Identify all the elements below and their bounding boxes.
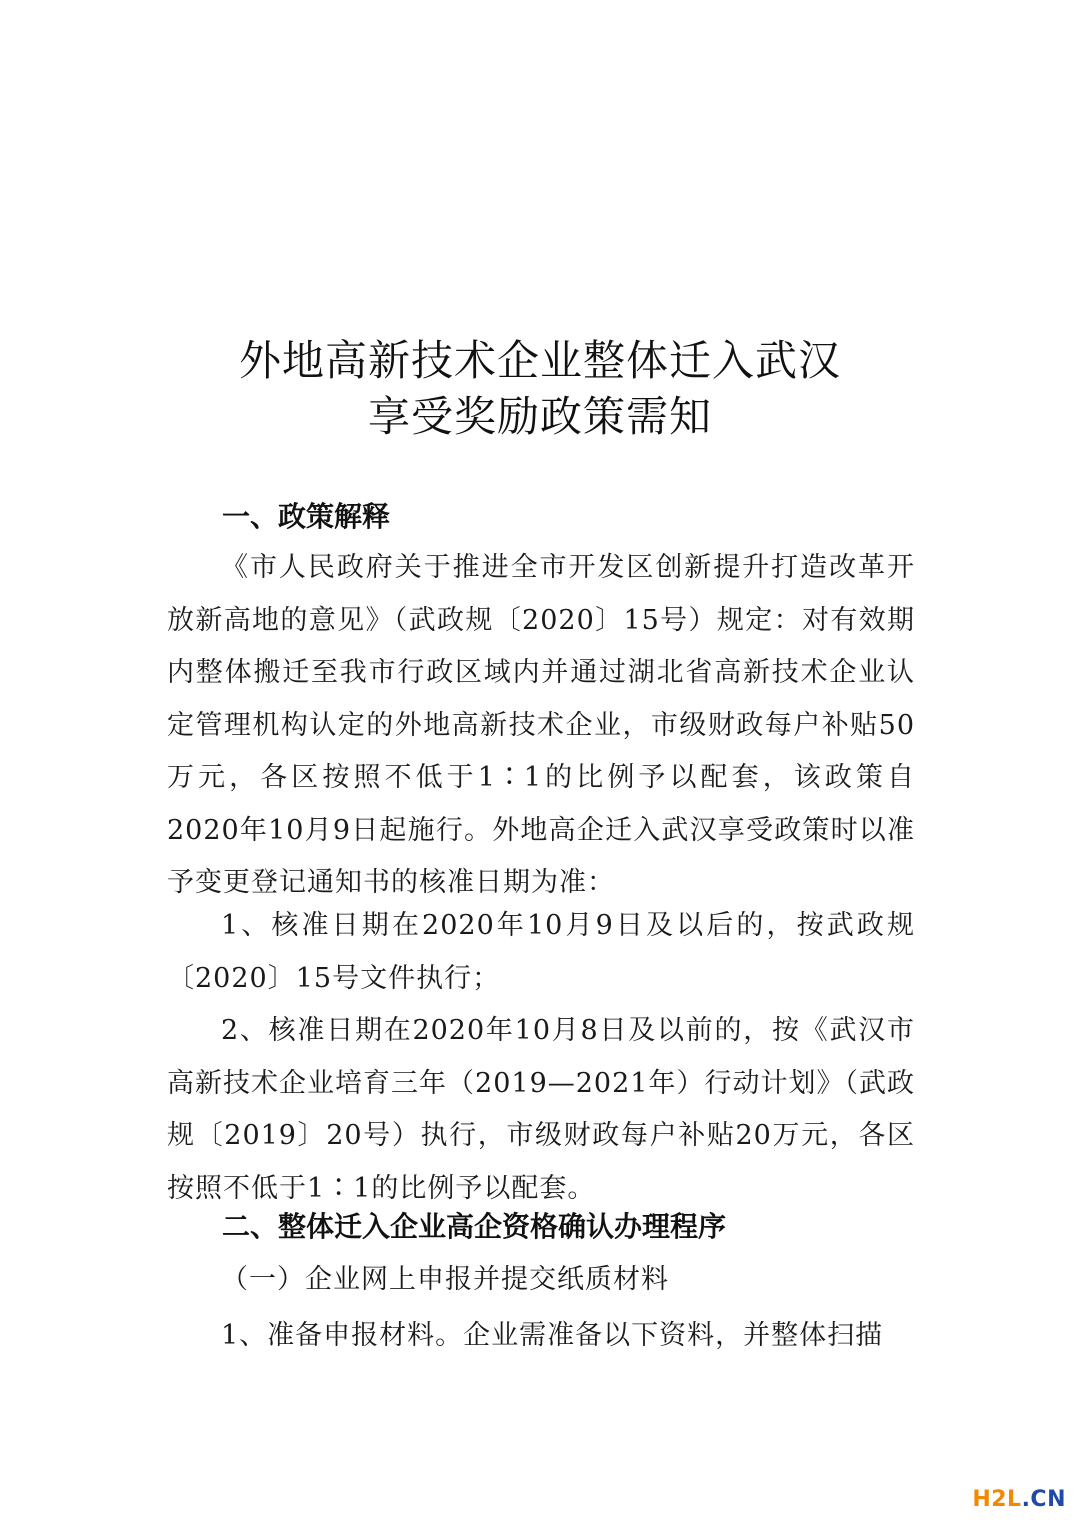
paragraph-policy-intro: 《市人民政府关于推进全市开发区创新提升打造改革开放新高地的意见》（武政规〔2020〕15号）规定：对有效期内整体搬迁至我市行政区域内并通过湖北省高新技术企业认定管理机构认定的外地高新技术企业，市级财政每户补贴50万元，各区按照不低于1∶1的比例予以配套，该政策自2020年10月9日起施行。外地高企迁入武汉享受政策时以准予变更登记通知书的核准日期为准： <box>167 552 915 898</box>
section-heading-policy-explanation: 一、政策解释 <box>222 500 391 533</box>
document-title-line-1: 外地高新技术企业整体迁入武汉 <box>238 336 841 385</box>
section-heading-procedure: 二、整体迁入企业高企资格确认办理程序 <box>222 1210 727 1243</box>
paragraph-prepare-materials: 1、准备申报材料。企业需准备以下资料，并整体扫描 <box>221 1320 884 1351</box>
site-watermark-logo <box>972 1487 1066 1512</box>
paragraph-item-1: 1、核准日期在2020年10月9日及以后的，按武政规〔2020〕15号文件执行； <box>167 910 915 994</box>
paragraph-item-2: 2、核准日期在2020年10月8日及以前的，按《武汉市高新技术企业培育三年（2019—2021年）行动计划》（武政规〔2019〕20号）执行，市级财政每户补贴20万元，各区按照不低于1∶1的比例予以配套。 <box>167 1015 915 1204</box>
subsection-heading-online-application: （一）企业网上申报并提交纸质材料 <box>221 1264 669 1295</box>
document-title-line-2: 享受奖励政策需知 <box>367 392 712 441</box>
watermark-h2l-text: H2L <box>972 1487 1022 1512</box>
watermark-cn-text: .CN <box>1021 1487 1066 1512</box>
